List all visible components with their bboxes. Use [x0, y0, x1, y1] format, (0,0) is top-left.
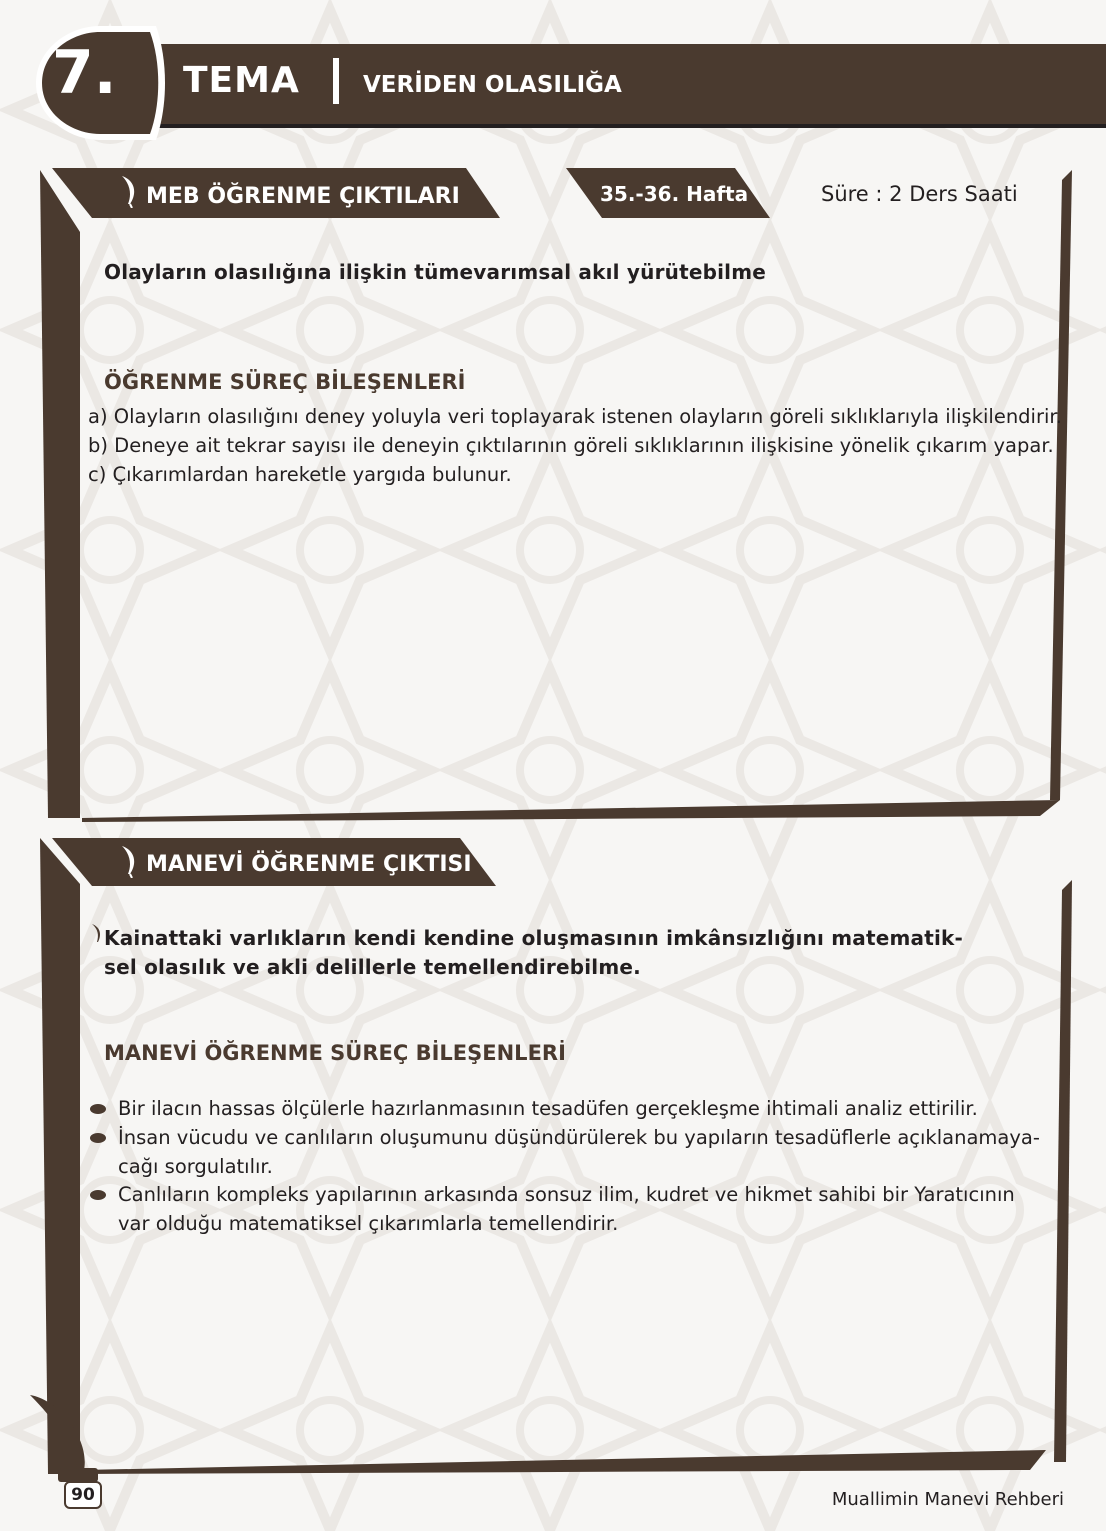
- manevi-bullet-text-cont: var olduğu matematiksel çıkarımlarla temellendirir.: [118, 1212, 619, 1235]
- component-item: a) Olayların olasılığını deney yoluyla veri toplayarak istenen olayların göreli sıklıklarıyla ilişkilendirir.: [88, 405, 1062, 428]
- book-title: Muallimin Manevi Rehberi: [831, 1489, 1064, 1510]
- bullet-icon: [90, 1190, 106, 1200]
- bullet-icon: [90, 1133, 106, 1143]
- quill-icon: [118, 174, 140, 208]
- page-number: 90: [64, 1481, 102, 1509]
- manevi-bullet-text: İnsan vücudu ve canlıların oluşumunu düşündürülerek bu yapıların tesadüflerle açıklanamaya-: [118, 1126, 1040, 1149]
- component-item: b) Deneye ait tekrar sayısı ile deneyin çıktılarının göreli sıklıklarının ilişkisine yönelik çıkarım yapar.: [88, 434, 1054, 457]
- theme-subtitle: VERİDEN OLASILIĞA: [363, 72, 622, 98]
- quill-icon: [118, 844, 140, 878]
- theme-number: 7.: [52, 38, 117, 108]
- meb-tab-label: MEB ÖĞRENME ÇIKTILARI: [146, 184, 460, 209]
- manevi-bullet-text: Bir ilacın hassas ölçülerle hazırlanmasının tesadüfen gerçekleşme ihtimali analiz ettirilir.: [118, 1097, 978, 1120]
- manevi-tab-label: MANEVİ ÖĞRENME ÇIKTISI: [146, 852, 472, 877]
- meb-learning-goal: Olayların olasılığına ilişkin tümevarımsal akıl yürütebilme: [104, 260, 767, 284]
- manevi-goal-line-2: sel olasılık ve akli delillerle temellendirebilme.: [104, 955, 641, 979]
- components-title: ÖĞRENME SÜREÇ BİLEŞENLERİ: [104, 370, 466, 394]
- manevi-goal-line-1: Kainattaki varlıkların kendi kendine oluşmasının imkânsızlığını matematik-: [104, 926, 964, 950]
- header-divider: [333, 58, 339, 104]
- bullet-icon: [90, 1104, 106, 1114]
- manevi-bullet-text: Canlıların kompleks yapılarının arkasında sonsuz ilim, kudret ve hikmet sahibi bir Yaratıcının: [118, 1183, 1015, 1206]
- manevi-bullet-text-cont: cağı sorgulatılır.: [118, 1155, 273, 1178]
- component-item: c) Çıkarımlardan hareketle yargıda bulunur.: [88, 463, 512, 486]
- duration-label: Süre : 2 Ders Saati: [821, 182, 1018, 206]
- week-label: 35.-36. Hafta: [600, 182, 749, 206]
- manevi-components-title: MANEVİ ÖĞRENME SÜREÇ BİLEŞENLERİ: [104, 1041, 566, 1065]
- quill-icon: [90, 922, 104, 944]
- theme-label: TEMA: [183, 60, 300, 101]
